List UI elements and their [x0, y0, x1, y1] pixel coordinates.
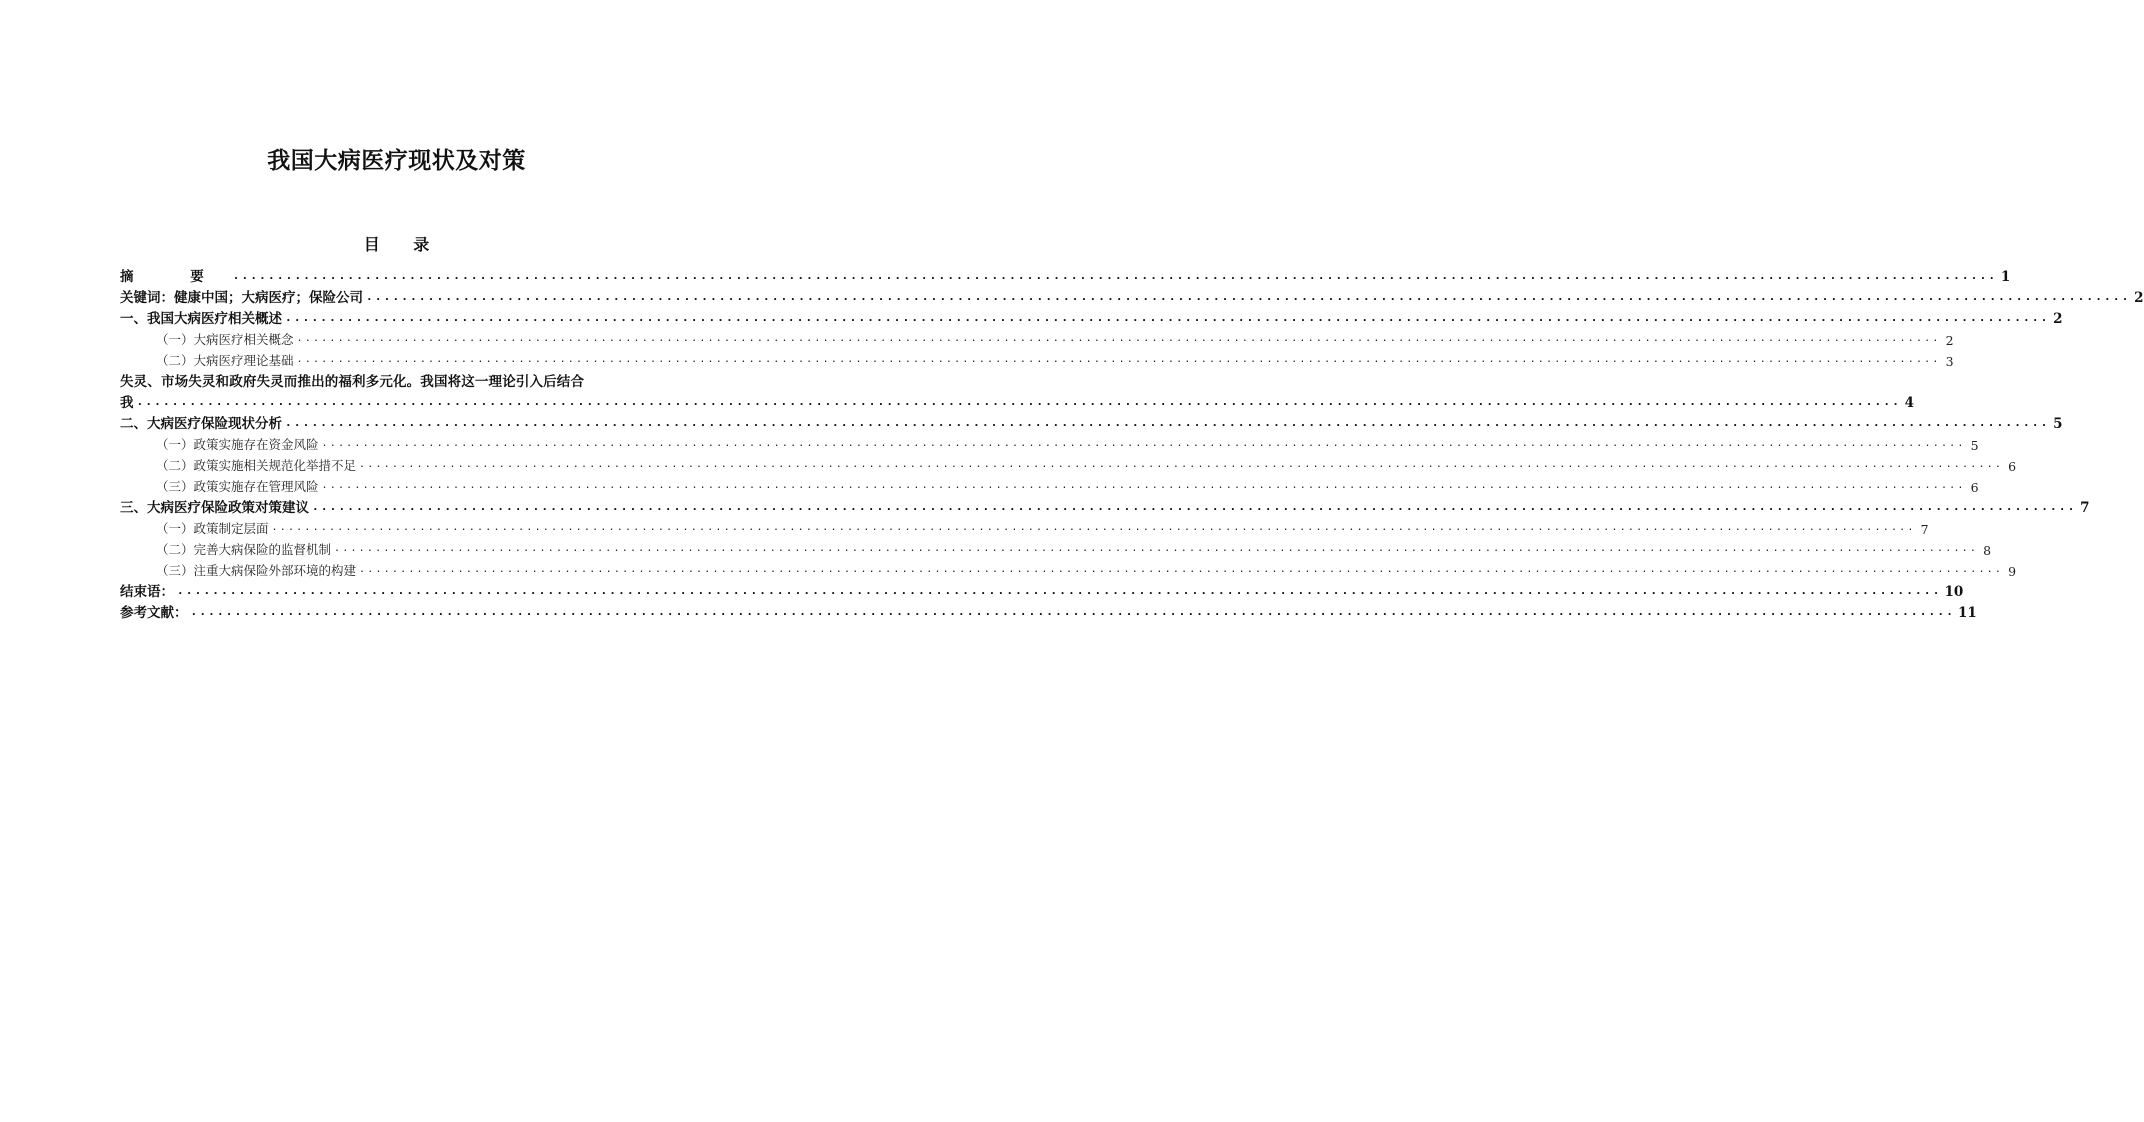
toc-entry-label: （二）大病医疗理论基础 — [156, 353, 294, 368]
toc-entry-label: （一）政策实施存在资金风险 — [156, 437, 319, 452]
toc-entry-section-3-1[interactable] — [120, 516, 1929, 537]
toc-leader-dots: ........................................................................................................................................................................................................ — [271, 522, 1916, 533]
toc-entry-keywords[interactable] — [120, 285, 2144, 306]
toc-entry-conclusion[interactable] — [120, 579, 1964, 600]
toc-leader-dots: ........................................................................................................................................................................................................ — [296, 354, 1941, 365]
toc-entry-section-1-2[interactable] — [120, 348, 1954, 369]
toc-entry-wrapped-line[interactable] — [120, 369, 676, 390]
toc-leader-dots: ........................................................................................................................................................................................................ — [366, 290, 2131, 303]
table-of-contents — [120, 264, 2144, 621]
toc-entry-label: （一）大病医疗相关概念 — [156, 332, 294, 347]
toc-entry-label: （三）注重大病保险外部环境的构建 — [156, 563, 357, 578]
toc-entry-section-3-2[interactable] — [120, 537, 1992, 558]
toc-page-number: 4 — [1904, 395, 1915, 411]
toc-entry-label: 二、大病医疗保险现状分析 — [120, 416, 282, 432]
toc-page-number: 7 — [1920, 522, 1929, 537]
toc-entry-section-2-3[interactable] — [120, 474, 1979, 495]
toc-page-number: 1 — [2000, 269, 2011, 285]
toc-entry-section-2[interactable] — [120, 411, 2063, 432]
toc-entry-label: （二）完善大病保险的监督机制 — [156, 542, 332, 557]
toc-page-number: 5 — [2053, 416, 2063, 432]
toc-leader-dots: ........................................................................................................................................................................................................ — [359, 459, 2004, 470]
toc-entry-label: 三、大病医疗保险政策对策建议 — [120, 500, 309, 516]
toc-page-number: 6 — [1970, 480, 1979, 495]
toc-leader-dots: ........................................................................................................................................................................................................ — [177, 584, 1942, 597]
toc-entry-section-1-1[interactable] — [120, 327, 1954, 348]
toc-entry-label: （一）政策制定层面 — [156, 521, 269, 536]
toc-page-number: 9 — [2008, 564, 2017, 579]
toc-entry-section-2-2[interactable] — [120, 453, 2017, 474]
toc-leader-dots: ........................................................................................................................................................................................................ — [359, 564, 2004, 575]
toc-entry-label: 结束语： — [120, 584, 174, 600]
document-title: 我国大病医疗现状及对策 — [267, 148, 526, 174]
toc-page-number: 2 — [2053, 311, 2063, 327]
toc-page-number: 8 — [1983, 543, 1992, 558]
toc-entry-label: 我 — [120, 395, 134, 411]
toc-page-number: 7 — [2080, 500, 2090, 516]
toc-page-number: 3 — [1945, 354, 1954, 369]
toc-leader-dots: ........................................................................................................................................................................................................ — [285, 416, 2050, 429]
toc-entry-label: 关键词：健康中国；大病医疗；保险公司 — [120, 290, 363, 306]
toc-entry-section-3[interactable] — [120, 495, 2090, 516]
toc-entry-section-1[interactable] — [120, 306, 2063, 327]
toc-leader-dots: ........................................................................................................................................................................................................ — [136, 395, 1902, 408]
toc-entry-label: 失灵、市场失灵和政府失灵而推出的福利多元化。我国将这一理论引入后结合 — [120, 374, 585, 390]
toc-leader-dots: ........................................................................................................................................................................................................ — [190, 605, 1956, 618]
toc-entry-label: （三）政策实施存在管理风险 — [156, 479, 319, 494]
toc-entry-label: 参考文献： — [120, 605, 188, 621]
toc-page-number: 11 — [1958, 605, 1977, 621]
toc-entry-label: 摘 要 — [120, 269, 230, 285]
toc-page-number: 5 — [1970, 438, 1979, 453]
toc-page-number: 2 — [2134, 290, 2144, 306]
toc-leader-dots: ........................................................................................................................................................................................................ — [232, 269, 1998, 282]
toc-leader-dots: ........................................................................................................................................................................................................ — [334, 543, 1979, 554]
toc-heading: 目 录 — [363, 235, 444, 254]
toc-entry-section-2-1[interactable] — [120, 432, 1979, 453]
toc-leader-dots: ........................................................................................................................................................................................................ — [296, 333, 1941, 344]
toc-entry-references[interactable] — [120, 600, 1977, 621]
toc-leader-dots: ........................................................................................................................................................................................................ — [312, 500, 2077, 513]
toc-leader-dots: ........................................................................................................................................................................................................ — [321, 438, 1966, 449]
toc-page-number: 10 — [1944, 584, 1964, 600]
toc-entry-wrapped-continuation[interactable] — [120, 390, 1915, 411]
toc-leader-dots: ........................................................................................................................................................................................................ — [285, 311, 2050, 324]
toc-leader-dots: ........................................................................................................................................................................................................ — [321, 480, 1966, 491]
toc-entry-label: 一、我国大病医疗相关概述 — [120, 311, 282, 327]
toc-entry-section-3-3[interactable] — [120, 558, 2017, 579]
toc-page-number: 6 — [2008, 459, 2017, 474]
toc-page-number: 2 — [1945, 333, 1954, 348]
toc-entry-label: （二）政策实施相关规范化举措不足 — [156, 458, 357, 473]
toc-entry-abstract[interactable] — [120, 264, 2011, 285]
